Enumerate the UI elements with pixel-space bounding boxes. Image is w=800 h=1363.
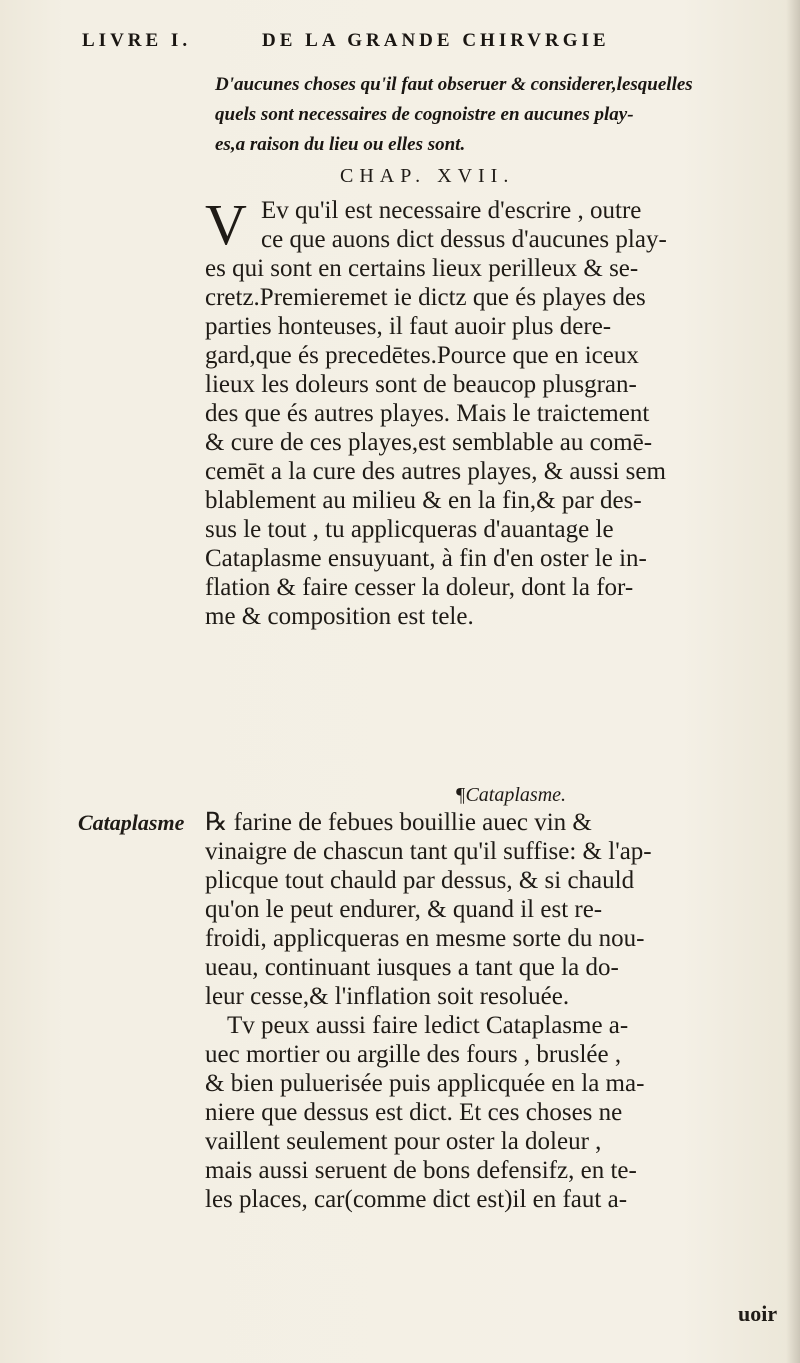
text-line: cretz.Premieremet ie dictz que és playes des bbox=[205, 284, 646, 311]
text-line: & bien puluerisée puis applicquée en la ma- bbox=[205, 1070, 645, 1097]
text-line: ce que auons dict dessus d'aucunes play- bbox=[261, 226, 667, 253]
text-line: flation & faire cesser la doleur, dont la for- bbox=[205, 574, 634, 601]
text-line: sus le tout , tu applicqueras d'auantage le bbox=[205, 516, 614, 543]
drop-cap-letter: V bbox=[205, 192, 247, 257]
text-line: les places, car(comme dict est)il en faut a- bbox=[205, 1186, 628, 1213]
cataplasme-subheading: ¶Cataplasme. bbox=[455, 784, 567, 806]
text-line: mais aussi seruent de bons defensifz, en te- bbox=[205, 1157, 637, 1184]
running-head-book: LIVRE I. bbox=[82, 30, 192, 51]
text-line: vaillent seulement pour oster la doleur , bbox=[205, 1128, 602, 1155]
text-line: niere que dessus est dict. Et ces choses ne bbox=[205, 1099, 623, 1126]
text-line: vinaigre de chascun tant qu'il suffise: & l'ap- bbox=[205, 838, 652, 865]
text-line: plicque tout chauld par dessus, & si chauld bbox=[205, 867, 635, 894]
text-line: des que és autres playes. Mais le traictement bbox=[205, 400, 650, 427]
text-line: blablement au milieu & en la fin,& par des- bbox=[205, 487, 642, 514]
text-line: me & composition est tele. bbox=[205, 603, 474, 630]
paragraph-1 bbox=[205, 192, 785, 631]
heading-line: quels sont necessaires de cognoistre en aucunes play- bbox=[215, 104, 634, 125]
page-edge-shadow bbox=[786, 0, 800, 1363]
text-line: uec mortier ou argille des fours , bruslée , bbox=[205, 1041, 622, 1068]
heading-line: D'aucunes choses qu'il faut obseruer & considerer,lesquelles bbox=[215, 74, 693, 95]
catchword: uoir bbox=[738, 1301, 778, 1326]
text-line: Ev qu'il est necessaire d'escrire , outre bbox=[261, 197, 642, 224]
text-line: leur cesse,& l'inflation soit resoluée. bbox=[205, 983, 570, 1010]
text-line: cemēt a la cure des autres playes, & aussi sem bbox=[205, 458, 666, 485]
text-line: parties honteuses, il faut auoir plus dere- bbox=[205, 313, 612, 340]
heading-line: es,a raison du lieu ou elles sont. bbox=[215, 134, 466, 155]
text-line: lieux les doleurs sont de beaucop plusgran- bbox=[205, 371, 637, 398]
chapter-number: CHAP. XVII. bbox=[340, 165, 515, 187]
text-line: froidi, applicqueras en mesme sorte du nou- bbox=[205, 925, 645, 952]
text-line: qu'on le peut endurer, & quand il est re- bbox=[205, 896, 603, 923]
chapter-summary-heading bbox=[215, 70, 775, 160]
text-line: Cataplasme ensuyuant, à fin d'en oster le in- bbox=[205, 545, 647, 572]
text-line: gard,que és precedētes.Pource que en iceux bbox=[205, 342, 639, 369]
text-line: ueau, continuant iusques a tant que la do- bbox=[205, 954, 619, 981]
text-line: ℞ farine de febues bouillie auec vin & bbox=[205, 809, 592, 836]
text-line: Tv peux aussi faire ledict Cataplasme a- bbox=[227, 1012, 629, 1039]
paragraph-2 bbox=[205, 808, 785, 1214]
text-line: & cure de ces playes,est semblable au comē- bbox=[205, 429, 653, 456]
text-line: es qui sont en certains lieux perilleux & se- bbox=[205, 255, 639, 282]
running-head-title: DE LA GRANDE CHIRVRGIE bbox=[262, 30, 610, 51]
running-head bbox=[82, 30, 760, 60]
margin-note: Cataplasme bbox=[78, 810, 185, 835]
